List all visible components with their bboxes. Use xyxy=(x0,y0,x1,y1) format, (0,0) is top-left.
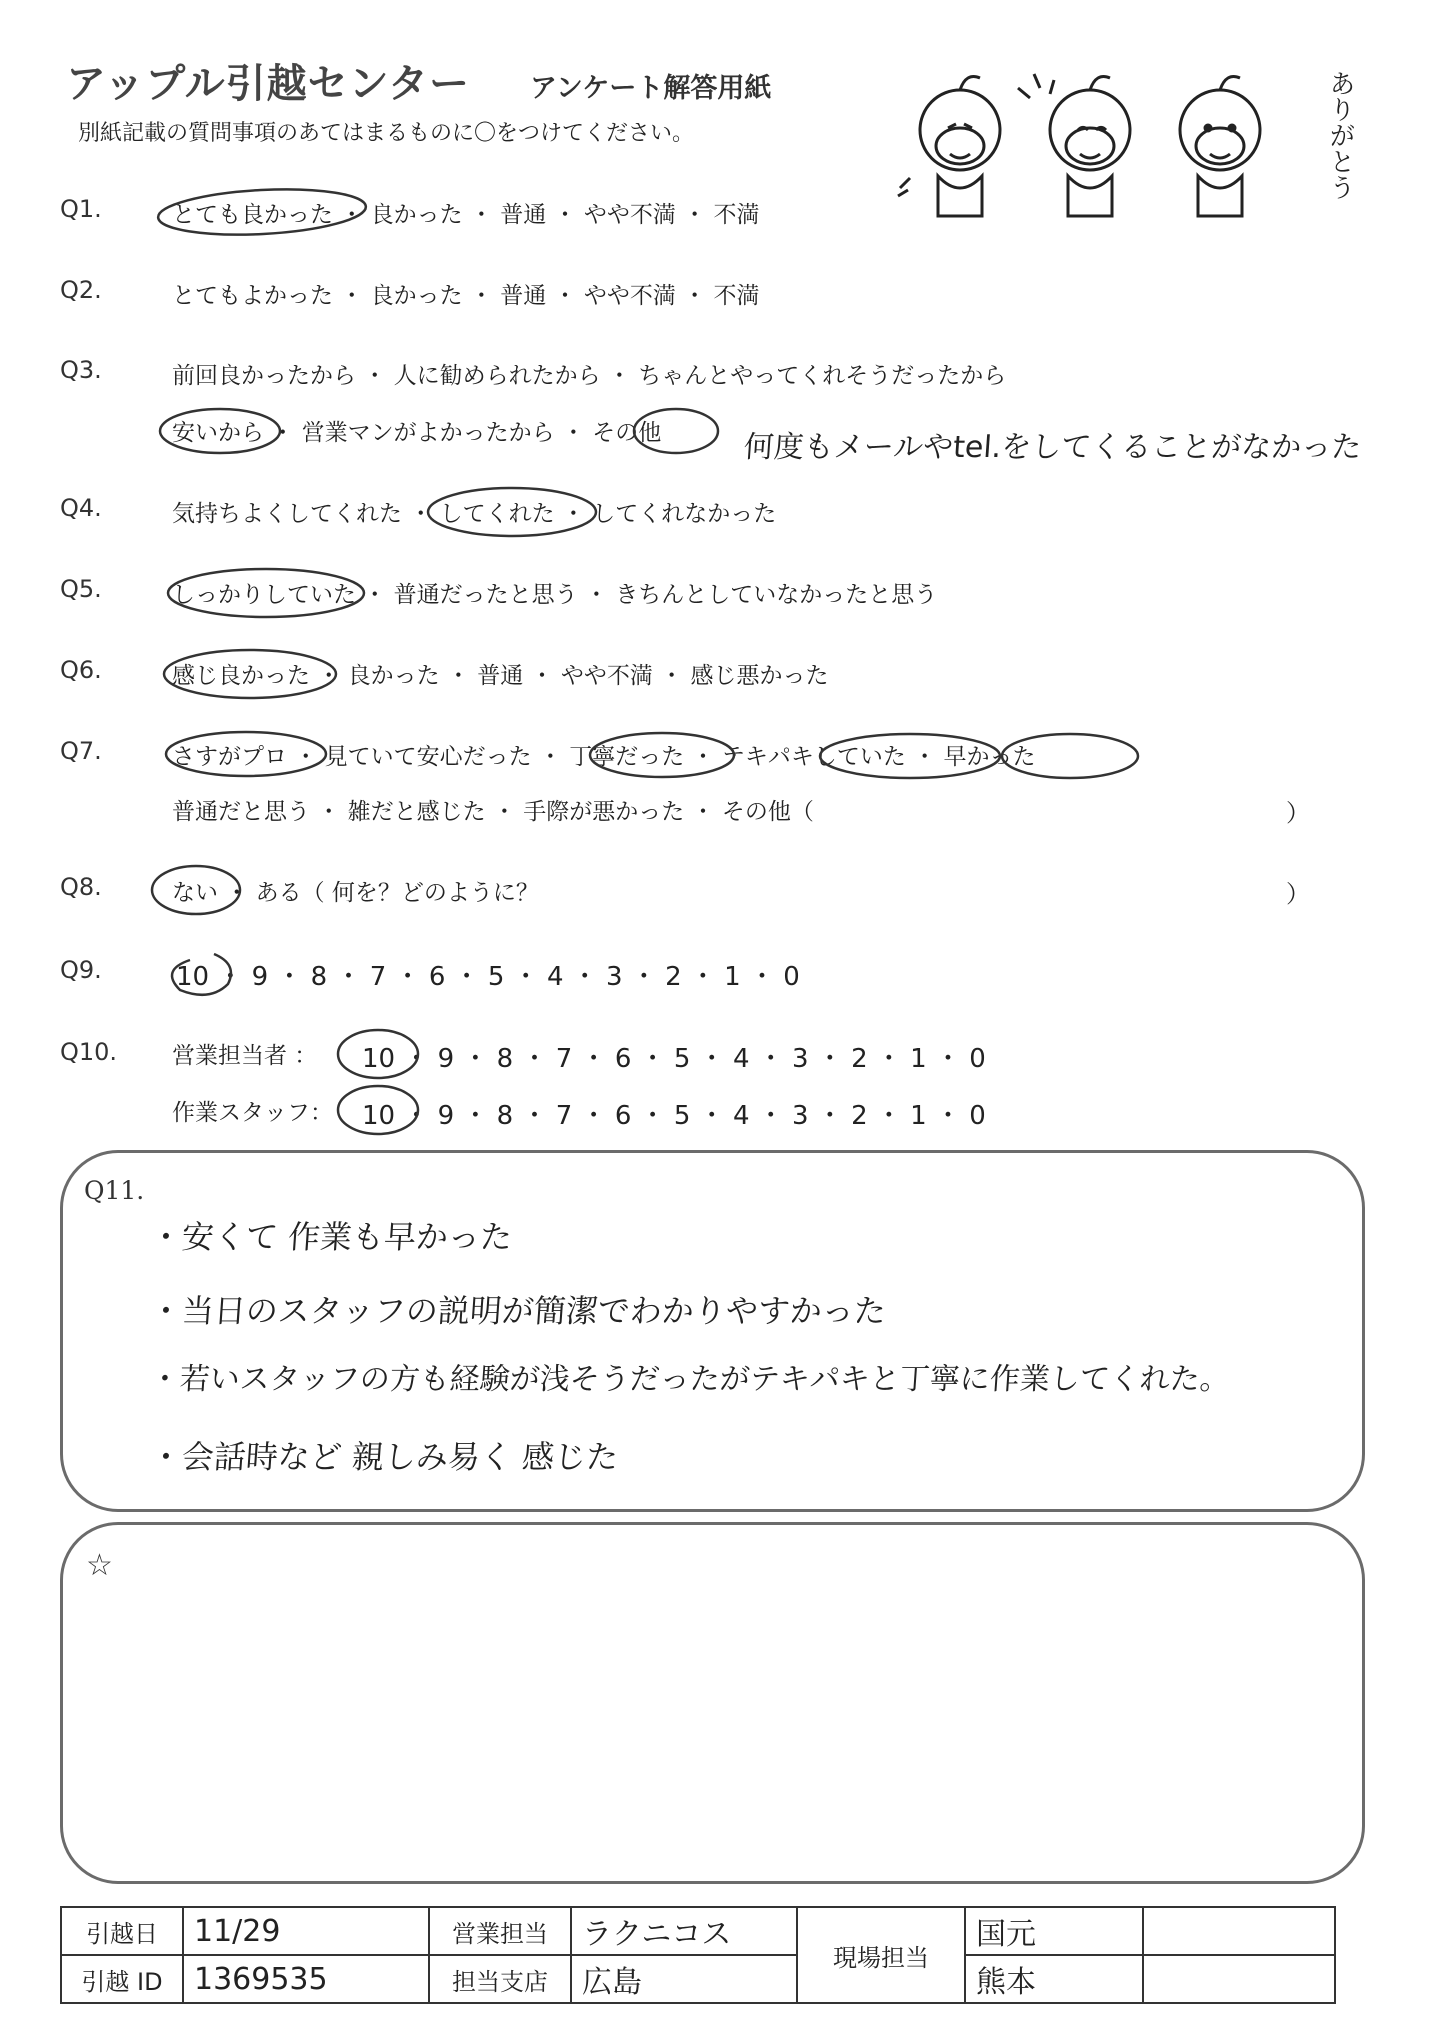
q8-close-paren: ） xyxy=(1286,880,1310,908)
q5-options: しっかりしていた ・ 普通だったと思う ・ きちんとしていなかったと思う xyxy=(172,582,938,608)
q2-number: Q2. xyxy=(60,276,102,304)
q7-options-line1: さすがプロ ・ 見ていて安心だった ・ 丁寧だった ・ テキパキしていた ・ 早かった xyxy=(172,744,1036,770)
q11-label: Q11. xyxy=(84,1176,145,1205)
q10-sales-circle xyxy=(338,1030,418,1078)
site-label: 現場担当 xyxy=(797,1907,965,2003)
q4-options: 気持ちよくしてくれた ・ してくれた ・ してくれなかった xyxy=(172,501,777,527)
thanks-vertical-text: ありがとう xyxy=(1325,70,1355,200)
q5-number: Q5. xyxy=(60,575,102,603)
sales-label: 営業担当 xyxy=(429,1907,571,1955)
q9-scale: 10 ・ 9 ・ 8 ・ 7 ・ 6 ・ 5 ・ 4 ・ 3 ・ 2 ・ 1 ・ 0 xyxy=(176,962,800,992)
branch-value: 広島 xyxy=(571,1955,797,2003)
q11-line-4: ・会話時など 親しみ易く 感じた xyxy=(148,1438,620,1476)
footer-empty-cell-1 xyxy=(1143,1907,1335,1955)
star-comment-box xyxy=(60,1522,1365,1884)
q6-options: 感じ良かった ・ 良かった ・ 普通 ・ やや不満 ・ 感じ悪かった xyxy=(172,663,829,689)
instructions: 別紙記載の質問事項のあてはまるものに〇をつけてください。 xyxy=(78,121,695,146)
q4-number: Q4. xyxy=(60,494,102,522)
q8-options: ない ・ ある（ 何を？どのように？ xyxy=(172,880,539,906)
q3-circle-cheap xyxy=(160,409,280,453)
move-id-label: 引越 ID xyxy=(61,1955,183,2003)
q3-circle-other xyxy=(634,409,718,453)
q3-options-line2: 安いから ・ 営業マンがよかったから ・ その他 xyxy=(172,420,662,446)
q7-options-line2: 普通だと思う ・ 雑だと感じた ・ 手際が悪かった ・ その他（ xyxy=(172,799,814,825)
q3-number: Q3. xyxy=(60,356,102,384)
q11-line-3: ・若いスタッフの方も経験が浅そうだったがテキパキと丁寧に作業してくれた。 xyxy=(148,1362,1231,1397)
footer-empty-cell-2 xyxy=(1143,1955,1335,2003)
q10-staff-label: 作業スタッフ： xyxy=(172,1100,333,1126)
q6-circle xyxy=(164,650,336,698)
move-date-label: 引越日 xyxy=(61,1907,183,1955)
q5-circle xyxy=(168,569,364,617)
q10-number: Q10. xyxy=(60,1038,118,1066)
site-value-2: 熊本 xyxy=(965,1955,1143,2003)
star-label: ☆ xyxy=(86,1548,113,1583)
q3-handwritten-other: 何度もメールやtel.をしてくることがなかった xyxy=(742,430,1363,465)
q4-circle xyxy=(428,488,596,536)
q8-circle xyxy=(152,866,240,914)
q9-number: Q9. xyxy=(60,956,102,984)
q11-line-2: ・当日のスタッフの説明が簡潔でわかりやすかった xyxy=(148,1292,888,1330)
q7-close-paren: ） xyxy=(1286,799,1310,827)
q10-sales-label: 営業担当者 ： xyxy=(172,1043,318,1069)
company-title: アップル引越センター xyxy=(66,61,470,107)
q7-circle-fast xyxy=(1002,734,1138,778)
move-date-value: 11/29 xyxy=(183,1907,429,1955)
q11-line-1: ・安くて 作業も早かった xyxy=(148,1218,514,1256)
q10-staff-scale: 10 ・ 9 ・ 8 ・ 7 ・ 6 ・ 5 ・ 4 ・ 3 ・ 2 ・ 1 ・ 0 xyxy=(362,1101,986,1131)
q7-number: Q7. xyxy=(60,737,102,765)
q10-staff-circle xyxy=(338,1086,418,1134)
q7-circle-pro xyxy=(166,732,326,776)
branch-label: 担当支店 xyxy=(429,1955,571,2003)
q8-number: Q8. xyxy=(60,873,102,901)
q6-number: Q6. xyxy=(60,656,102,684)
q10-sales-scale: 10 ・ 9 ・ 8 ・ 7 ・ 6 ・ 5 ・ 4 ・ 3 ・ 2 ・ 1 ・ 0 xyxy=(362,1044,986,1074)
q1-options: とても良かった ・ 良かった ・ 普通 ・ やや不満 ・ 不満 xyxy=(172,202,760,228)
q2-options: とてもよかった ・ 良かった ・ 普通 ・ やや不満 ・ 不満 xyxy=(172,283,760,309)
q1-circle xyxy=(157,185,367,240)
site-value-1: 国元 xyxy=(965,1907,1143,1955)
move-id-value: 1369535 xyxy=(183,1955,429,2003)
q1-number: Q1. xyxy=(60,195,102,223)
q7-circle-brisk xyxy=(820,734,1000,778)
form-subtitle: アンケート解答用紙 xyxy=(530,73,772,104)
q9-circle xyxy=(172,954,231,995)
sales-value: ラクニコス xyxy=(571,1907,797,1955)
q3-options-line1: 前回良かったから ・ 人に勧められたから ・ ちゃんとやってくれそうだったから xyxy=(172,363,1007,389)
q7-circle-polite xyxy=(590,733,734,777)
move-info-table xyxy=(60,1906,1336,2004)
